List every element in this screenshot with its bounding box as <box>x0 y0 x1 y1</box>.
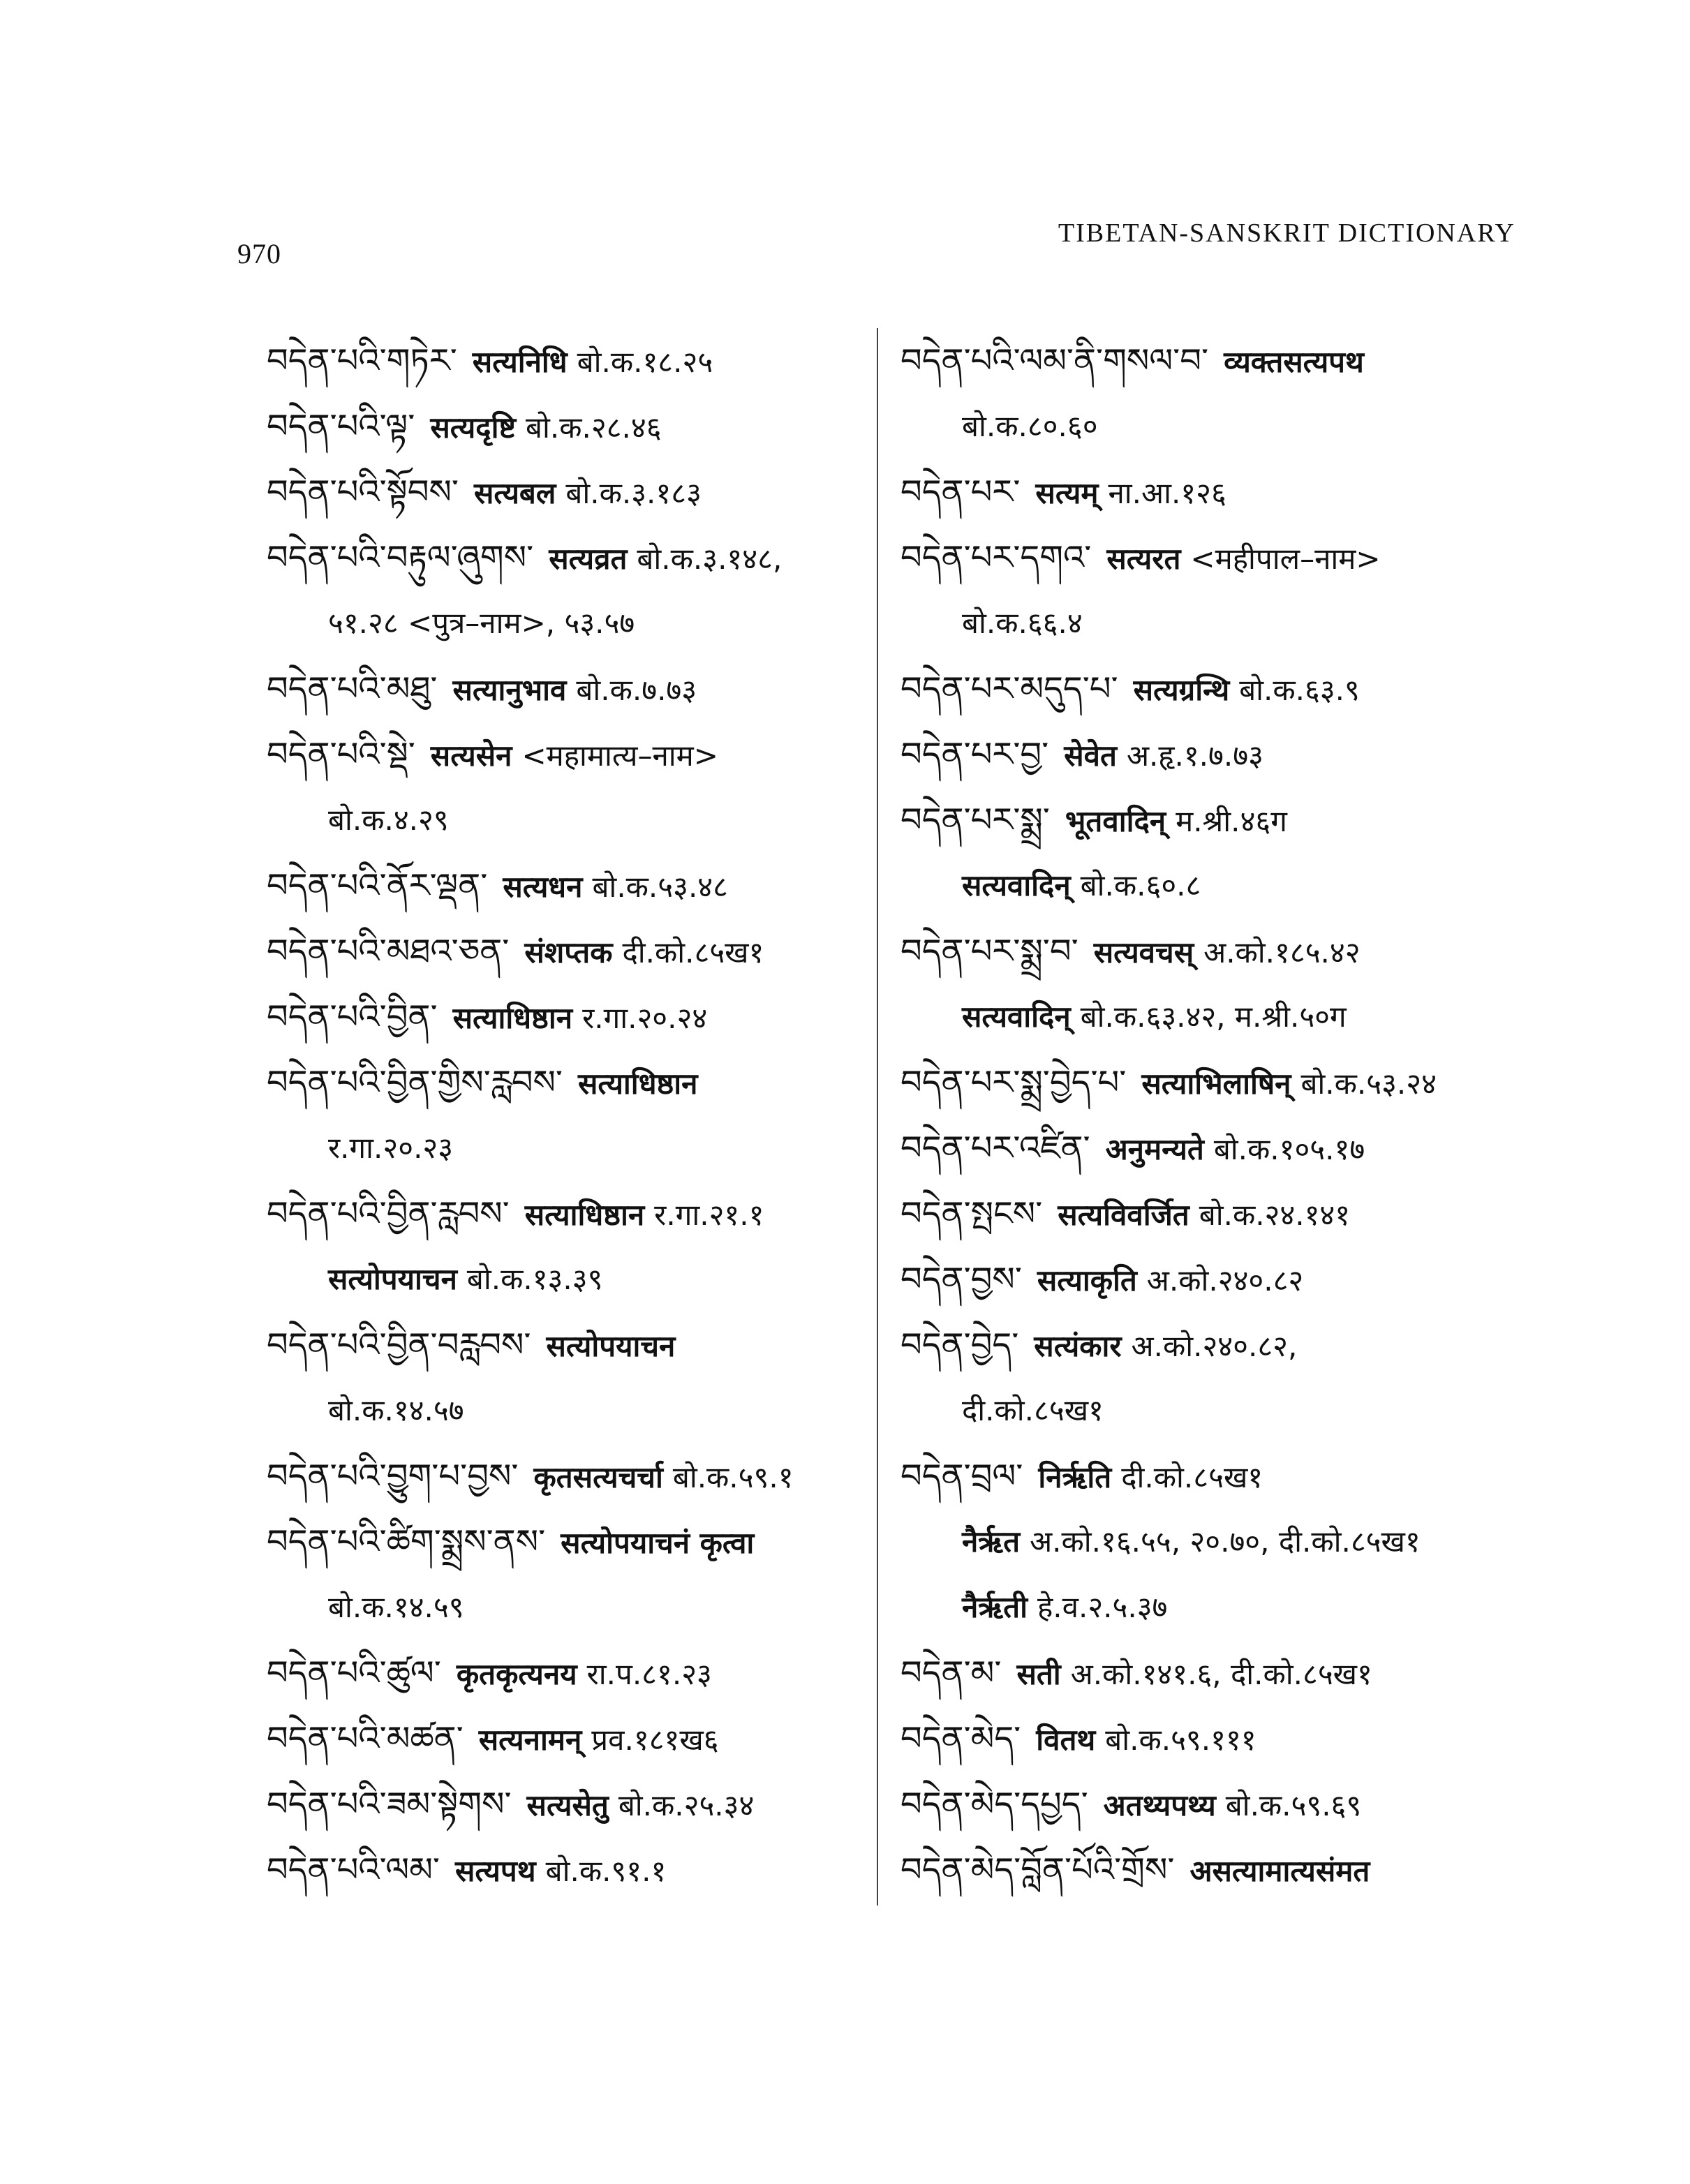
sanskrit-equivalent: व्यक्तसत्यपथ <box>1224 345 1364 379</box>
tibetan-headword: བདེན་པར་མདུད་པ་ <box>900 669 1118 708</box>
sanskrit-equivalent: सत्यधन <box>503 870 583 904</box>
dictionary-line <box>267 1640 881 1706</box>
source-reference: प्रव.१८१ख६ <box>591 1723 719 1757</box>
tibetan-headword: བདེན་པའི་ལམ་ནི་གསལ་བ་ <box>900 341 1209 380</box>
sanskrit-equivalent: भूतवादिन् <box>1065 804 1166 838</box>
dictionary-line <box>267 525 881 590</box>
dictionary-line <box>267 1312 881 1378</box>
sanskrit-equivalent: सत्यपथ <box>454 1854 536 1888</box>
tibetan-headword: བདེན་པའི་བྱིན་གྱིས་རླབས་ <box>267 1063 563 1102</box>
source-reference: दी.को.८५ख१ <box>1121 1460 1263 1494</box>
source-reference: बो.क.६३.४२, म.श्री.५०ग <box>1080 1000 1347 1034</box>
sanskrit-equivalent: सेवेत <box>1064 738 1117 773</box>
dictionary-line <box>267 1181 881 1247</box>
source-reference: म.श्री.४६ग <box>1176 804 1287 838</box>
source-reference: अ.को.२४०.८२ <box>1146 1263 1304 1298</box>
dictionary-line <box>267 1247 881 1312</box>
tibetan-headword: བདེན་པར་སྨྲ་བ་ <box>900 932 1079 971</box>
source-reference: बो.क.३.१८३ <box>565 476 702 510</box>
tibetan-headword: བདེན་བྲལ་ <box>900 1457 1023 1496</box>
dictionary-line <box>900 590 1543 656</box>
tibetan-headword: བདེན་པར་དགའ་ <box>900 538 1092 577</box>
dictionary-line <box>900 984 1543 1050</box>
sanskrit-equivalent: सत्यरत <box>1106 542 1181 576</box>
source-reference: र.गा.२०.२४ <box>582 1001 708 1035</box>
sanskrit-equivalent: अनुमन्यते <box>1105 1132 1204 1166</box>
tibetan-headword: བདེན་བྱེད་ <box>900 1325 1019 1365</box>
source-reference: ना.आ.१२६ <box>1108 476 1226 510</box>
tibetan-headword: བདེན་བྱས་ <box>900 1260 1022 1299</box>
tibetan-headword: བདེན་པའི་ལམ་ <box>267 1850 440 1889</box>
dictionary-line <box>900 459 1543 525</box>
source-reference: अ.को.१४१.६, दी.को.८५ख१ <box>1070 1657 1372 1691</box>
dictionary-line <box>900 722 1543 787</box>
left-column <box>267 328 881 1903</box>
sanskrit-equivalent: कृतकृत्यनय <box>456 1657 577 1691</box>
source-reference: बो.क.५३.२४ <box>1300 1067 1437 1101</box>
dictionary-line <box>267 1837 881 1903</box>
dictionary-line <box>267 1443 881 1509</box>
dictionary-line <box>267 1771 881 1837</box>
dictionary-line <box>900 853 1543 919</box>
sanskrit-equivalent: सत्यवादिन् <box>962 1000 1071 1034</box>
dictionary-line <box>900 1050 1543 1115</box>
dictionary-line <box>900 1575 1543 1640</box>
tibetan-headword: བདེན་པའི་བྱིན་རླབས་ <box>267 1194 510 1233</box>
source-reference: <महामात्य–नाम> <box>521 738 718 773</box>
source-reference: दी.को.८५ख१ <box>622 935 764 970</box>
sanskrit-equivalent: सत्यवादिन् <box>962 868 1071 902</box>
sanskrit-equivalent: निर्ऋति <box>1038 1460 1112 1494</box>
sanskrit-equivalent: सत्याकृति <box>1037 1263 1137 1298</box>
tibetan-headword: བདེན་པའི་བརྟུལ་ཞུགས་ <box>267 538 534 577</box>
dictionary-line <box>267 1509 881 1575</box>
dictionary-line <box>900 394 1543 459</box>
tibetan-headword: བདེན་པའི་མཐུ་ <box>267 669 438 708</box>
sanskrit-equivalent: सत्यसेतु <box>526 1788 609 1822</box>
sanskrit-equivalent: सत्यदृष्टि <box>430 410 516 445</box>
right-column <box>900 328 1543 1903</box>
dictionary-line <box>900 1509 1543 1575</box>
dictionary-line <box>900 328 1543 394</box>
dictionary-line <box>900 1771 1543 1837</box>
tibetan-headword: བདེན་མེད་དཔྱད་ <box>900 1785 1088 1824</box>
sanskrit-equivalent: सत्यानुभाव <box>452 673 567 707</box>
dictionary-line <box>267 328 881 394</box>
dictionary-line <box>267 919 881 984</box>
source-reference: बो.क.१८.२५ <box>577 345 713 379</box>
tibetan-headword: བདེན་པར་བྱ་ <box>900 735 1049 774</box>
dictionary-line <box>267 1575 881 1640</box>
source-reference: बो.क.५९.१११ <box>1105 1723 1257 1757</box>
source-reference: बो.क.५९.१ <box>672 1460 794 1494</box>
dictionary-line <box>900 1181 1543 1247</box>
sanskrit-equivalent: असत्यामात्यसंमत <box>1189 1854 1370 1888</box>
source-reference: बो.क.७.७३ <box>576 673 697 707</box>
dictionary-line <box>267 459 881 525</box>
dictionary-line <box>900 1443 1543 1509</box>
sanskrit-equivalent: अतथ्यपथ्य <box>1103 1788 1216 1822</box>
source-reference: हे.व.२.५.३७ <box>1037 1590 1168 1624</box>
dictionary-line <box>267 1378 881 1443</box>
source-reference: ५१.२८ <पुत्र–नाम>, ५३.५७ <box>328 606 635 640</box>
page-number: 970 <box>237 238 281 269</box>
tibetan-headword: བདེན་སྤངས་ <box>900 1194 1043 1233</box>
tibetan-headword: བདེན་པའི་མཚན་ <box>267 1719 464 1758</box>
tibetan-headword: བདེན་པར་འཛིན་ <box>900 1129 1090 1168</box>
source-reference: बो.क.२८.४६ <box>526 410 662 445</box>
dictionary-line <box>900 1378 1543 1443</box>
sanskrit-equivalent: सत्याभिलाषिन् <box>1141 1067 1291 1101</box>
sanskrit-equivalent: सत्याधिष्ठान <box>578 1067 698 1101</box>
sanskrit-equivalent: सत्याधिष्ठान <box>524 1198 645 1232</box>
sanskrit-equivalent: सत्यविवर्जित <box>1058 1198 1189 1232</box>
sanskrit-equivalent: सत्यवचस् <box>1093 935 1194 970</box>
source-reference: अ.को.१६.५५, २०.७०, दी.को.८५ख१ <box>1030 1524 1421 1559</box>
dictionary-line <box>900 1115 1543 1181</box>
source-reference: बो.क.१३.३९ <box>466 1262 603 1296</box>
tibetan-headword: བདེན་པའི་ནོར་ལྡན་ <box>267 866 488 905</box>
sanskrit-equivalent: सत्योपयाचन <box>328 1262 457 1296</box>
source-reference: बो.क.५९.६९ <box>1225 1788 1362 1822</box>
tibetan-headword: བདེན་པར་སྨྲ་བྱེད་པ་ <box>900 1063 1127 1102</box>
sanskrit-equivalent: नैर्ऋत <box>962 1524 1021 1559</box>
source-reference: बो.क.४.२९ <box>328 803 449 837</box>
dictionary-line <box>900 1640 1543 1706</box>
source-reference: बो.क.१४.५७ <box>328 1393 464 1427</box>
dictionary-line <box>900 656 1543 722</box>
source-reference: र.गा.२१.१ <box>654 1198 764 1232</box>
dictionary-line <box>900 525 1543 590</box>
sanskrit-equivalent: सत्यंकार <box>1034 1329 1122 1363</box>
tibetan-headword: བདེན་པའི་ཟམ་སྟེགས་ <box>267 1785 512 1824</box>
sanskrit-equivalent: नैर्ऋती <box>962 1590 1028 1624</box>
tibetan-headword: བདེན་པའི་གཏེར་ <box>267 341 457 380</box>
dictionary-line <box>267 1050 881 1115</box>
source-reference: बो.क.६६.४ <box>962 606 1083 640</box>
source-reference: बो.क.२४.१४१ <box>1199 1198 1351 1232</box>
sanskrit-equivalent: संशप्तक <box>524 935 613 970</box>
sanskrit-equivalent: सत्यम् <box>1035 476 1099 510</box>
dictionary-line <box>900 1247 1543 1312</box>
source-reference: <महीपाल–नाम> <box>1190 542 1381 576</box>
dictionary-line <box>900 1706 1543 1771</box>
dictionary-line <box>267 787 881 853</box>
sanskrit-equivalent: सत्यग्रन्थि <box>1133 673 1230 707</box>
dictionary-line <box>267 853 881 919</box>
tibetan-headword: བདེན་པའི་བྱུག་པ་བྱས་ <box>267 1457 519 1496</box>
dictionary-line <box>900 919 1543 984</box>
tibetan-headword: བདེན་པའི་བྱིན་བརླབས་ <box>267 1325 531 1365</box>
source-reference: अ.को.२४०.८२, <box>1131 1329 1298 1363</box>
sanskrit-equivalent: सत्यबल <box>474 476 556 510</box>
source-reference: र.गा.२०.२३ <box>328 1131 454 1165</box>
source-reference: बो.क.५३.४८ <box>592 870 728 904</box>
tibetan-headword: བདེན་མེད་ <box>900 1719 1021 1758</box>
dictionary-line <box>267 656 881 722</box>
tibetan-headword: བདེན་མ་ <box>900 1654 1002 1693</box>
source-reference: रा.प.८१.२३ <box>586 1657 712 1691</box>
source-reference: बो.क.३.१४८, <box>637 542 783 576</box>
dictionary-line <box>267 394 881 459</box>
sanskrit-equivalent: सत्याधिष्ठान <box>452 1001 573 1035</box>
source-reference: बो.क.८०.६० <box>962 409 1098 443</box>
dictionary-line <box>900 1837 1543 1903</box>
source-reference: बो.क.१४.५९ <box>328 1590 464 1624</box>
sanskrit-equivalent: वितथ <box>1036 1723 1096 1757</box>
column-divider <box>877 328 878 1906</box>
sanskrit-equivalent: कृतसत्यचर्चा <box>533 1460 663 1494</box>
source-reference: दी.को.८५ख१ <box>962 1393 1104 1427</box>
tibetan-headword: བདེན་མེད་བློན་པོའི་གྲོས་ <box>900 1850 1175 1889</box>
tibetan-headword: བདེན་པར་སྨྲ་ <box>900 801 1050 840</box>
tibetan-headword: བདེན་པའི་ཚུལ་ <box>267 1654 441 1693</box>
tibetan-headword: བདེན་པའི་སྡེ་ <box>267 735 415 774</box>
dictionary-line <box>900 1312 1543 1378</box>
dictionary-line <box>267 722 881 787</box>
source-reference: अ.हृ.१.७.७३ <box>1126 738 1263 773</box>
source-reference: बो.क.६०.८ <box>1080 868 1201 902</box>
dictionary-line <box>267 590 881 656</box>
dictionary-line <box>267 1706 881 1771</box>
dictionary-line <box>900 787 1543 853</box>
running-head-title: TIBETAN-SANSKRIT DICTIONARY <box>1058 218 1515 248</box>
source-reference: बो.क.९१.१ <box>545 1854 667 1888</box>
sanskrit-equivalent: सत्यसेन <box>430 738 512 773</box>
tibetan-headword: བདེན་པའི་ལྟ་ <box>267 407 415 446</box>
dictionary-line <box>267 1115 881 1181</box>
sanskrit-equivalent: सत्यव्रत <box>549 542 628 576</box>
dictionary-line <box>267 984 881 1050</box>
tibetan-headword: བདེན་པའི་བྱིན་ <box>267 997 438 1037</box>
sanskrit-equivalent: सती <box>1016 1657 1061 1691</box>
sanskrit-equivalent: सत्योपयाचन <box>546 1329 676 1363</box>
sanskrit-equivalent: सत्योपयाचनं कृत्वा <box>561 1526 755 1560</box>
source-reference: बो.क.२५.३४ <box>618 1788 755 1822</box>
tibetan-headword: བདེན་པའི་མཐའ་ཅན་ <box>267 932 510 971</box>
tibetan-headword: བདེན་པའི་ཚིག་སྨྲས་ནས་ <box>267 1522 546 1561</box>
tibetan-headword: བདེན་པར་ <box>900 473 1021 512</box>
sanskrit-equivalent: सत्यनामन् <box>478 1723 582 1757</box>
source-reference: बो.क.६३.९ <box>1239 673 1360 707</box>
sanskrit-equivalent: सत्यनिधि <box>472 345 568 379</box>
tibetan-headword: བདེན་པའི་སྟོབས་ <box>267 473 459 512</box>
source-reference: बो.क.१०५.१७ <box>1213 1132 1365 1166</box>
source-reference: अ.को.१८५.४२ <box>1203 935 1361 970</box>
